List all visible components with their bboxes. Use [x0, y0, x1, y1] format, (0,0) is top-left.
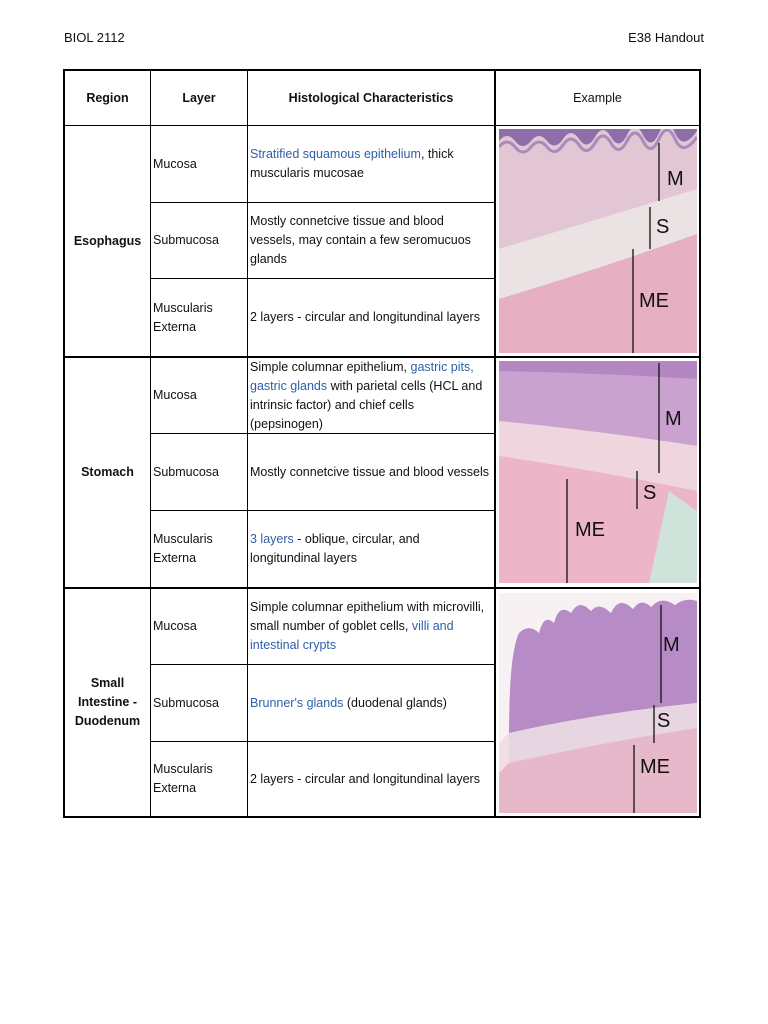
- stomach-label-me: ME: [575, 519, 605, 541]
- esophagus-micrograph: [499, 129, 697, 353]
- esophagus-label-m: M: [667, 168, 684, 190]
- hist-duodenum-muscularis: 2 layers - circular and longitundinal layers: [250, 771, 480, 786]
- layer-muscularis-externa: Muscularis Externa: [153, 300, 213, 334]
- header-example: Example: [573, 90, 622, 105]
- hist-stomach-submucosa: Mostly connetcive tissue and blood vessels: [250, 464, 490, 479]
- header-region: Region: [86, 90, 129, 105]
- layer-muscularis-externa: Muscularis Externa: [153, 532, 213, 565]
- region-stomach: Stomach: [81, 465, 134, 479]
- course-code: BIOL 2112: [64, 30, 125, 45]
- stomach-label-m: M: [665, 408, 682, 430]
- layer-submucosa: Submucosa: [153, 233, 220, 247]
- hist-esophagus-submucosa: Mostly connetcive tissue and blood vessels, may contain a few seromucuos glands: [250, 214, 471, 266]
- handout-title: E38 Handout: [628, 30, 704, 45]
- layer-submucosa: Submucosa: [153, 695, 220, 710]
- duodenum-label-s: S: [657, 710, 671, 732]
- layer-muscularis-externa: Muscularis Externa: [153, 762, 213, 795]
- hist-stomach-mucosa: Simple columnar epithelium, gastric pits, gastric glands with parietal cells (HCL and intrinsic factor) and chief cells (pepsinogen): [250, 359, 483, 431]
- hist-esophagus-mucosa: Stratified squamous epithelium, thick muscularis mucosae: [250, 147, 454, 180]
- layer-mucosa: Mucosa: [153, 388, 197, 402]
- hist-stomach-muscularis: 3 layers - oblique, circular, and longitundinal layers: [250, 532, 420, 565]
- region-esophagus: Esophagus: [73, 233, 142, 248]
- layer-submucosa: Submucosa: [153, 464, 220, 479]
- hist-duodenum-submucosa: Brunner's glands (duodenal glands): [250, 695, 447, 710]
- layer-mucosa: Mucosa: [153, 619, 197, 633]
- esophagus-label-me: ME: [639, 290, 669, 312]
- stomach-micrograph: [499, 361, 697, 583]
- header-layer: Layer: [182, 90, 216, 105]
- header-histological: Histological Characteristics: [288, 90, 454, 105]
- duodenum-micrograph: [499, 593, 697, 813]
- esophagus-label-s: S: [656, 216, 670, 238]
- hist-duodenum-mucosa: Simple columnar epithelium with microvilli, small number of goblet cells, villi and intestinal crypts: [250, 600, 485, 652]
- duodenum-label-me: ME: [640, 756, 670, 778]
- histology-table: [63, 69, 701, 818]
- region-small-intestine: Small Intestine - Duodenum: [74, 676, 141, 728]
- stomach-label-s: S: [643, 482, 657, 504]
- duodenum-label-m: M: [663, 634, 680, 656]
- layer-mucosa: Mucosa: [153, 156, 197, 171]
- hist-esophagus-muscularis: 2 layers - circular and longitundinal layers: [250, 310, 480, 324]
